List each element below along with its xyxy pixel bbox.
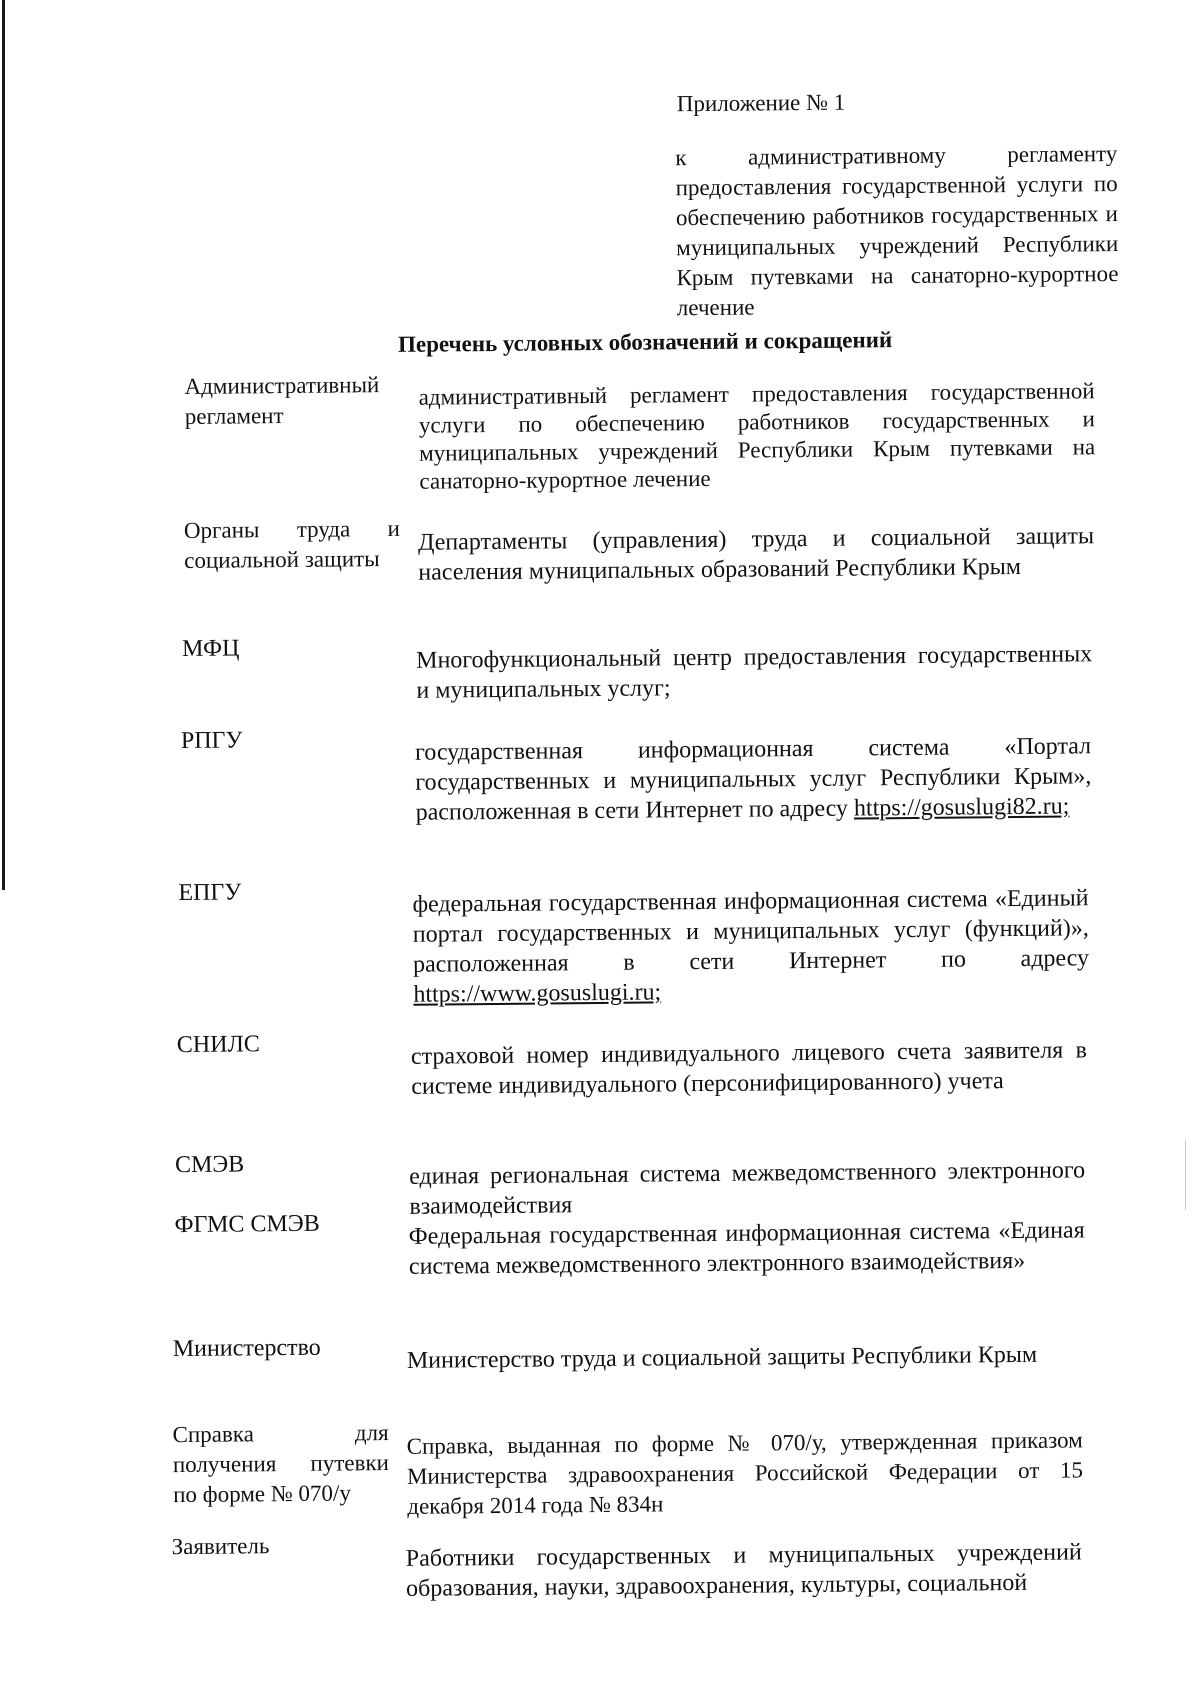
glossary-definition: [412, 883, 1089, 1009]
appendix-description: к административному регламенту предоставления государственной услуги по обеспечению работников государственных и муниципальных учреждений Республики Крым путевками на санаторно-курортное лечение: [675, 141, 1119, 321]
glossary-term: Органы труда и социальной защиты: [183, 515, 401, 573]
glossary-definition: Департаменты (управления) труда и социальной защиты населения муниципальных образований Республики Крым: [417, 523, 1095, 586]
glossary-definition: Министерство труда и социальной защиты Республики Крым: [406, 1341, 1038, 1374]
glossary-term: ЕПГУ: [178, 879, 242, 907]
glossary-definition: Работники государственных и муниципальных учреждений образования, науки, здравоохранения, культуры, социальной: [405, 1539, 1082, 1602]
glossary-definition: страховой номер индивидуального лицевого счета заявителя в системе индивидуального (персонифицированного) учета: [410, 1037, 1088, 1100]
epgu-portal-link[interactable]: https://www.gosuslugi.ru;: [413, 979, 662, 1008]
glossary-term: ФГМС СМЭВ: [174, 1210, 320, 1239]
glossary-term: СМЭВ: [174, 1151, 245, 1179]
glossary-term: Справка для получения путевки по форме № 070/у: [172, 1420, 389, 1508]
definition-text: федеральная государственная информационная система «Единый портал государственных и муниципальных услуг (функций)», расположенная в сети Интернет по адресу: [412, 885, 1090, 978]
appendix-title: Приложение № 1: [676, 89, 846, 117]
glossary-definition: единая региональная система межведомственного электронного взаимодействия: [409, 1157, 1086, 1220]
glossary-term: МФЦ: [181, 635, 240, 663]
glossary-term: РПГУ: [180, 727, 243, 755]
document-heading: Перечень условных обозначений и сокращений: [397, 327, 893, 357]
glossary-definition: Многофункциональный центр предоставления государственных и муниципальных услуг;: [416, 641, 1093, 704]
glossary-definition: [415, 731, 1092, 827]
glossary-definition: Федеральная государственная информационная система «Единая система межведомственного электронного взаимодействия»: [408, 1217, 1085, 1280]
rpgu-portal-link[interactable]: https://gosuslugi82.ru;: [853, 793, 1070, 822]
glossary-term: СНИЛС: [176, 1031, 260, 1059]
glossary-term: Заявитель: [171, 1533, 270, 1560]
glossary-term: Административный регламент: [184, 372, 380, 429]
glossary-definition: административный регламент предоставления государственной услуги по обеспечению работников государственных и муниципальных учреждений Республики Крым путевками на санаторно-курортное лечение: [418, 378, 1096, 494]
glossary-term: Министерство: [172, 1334, 321, 1363]
definition-text: государственная информационная система «Портал государственных и муниципальных услуг Республики Крым», расположенная в сети Интернет по адресу: [414, 733, 1092, 826]
glossary-definition: Справка, выданная по форме № 070/у, утвержденная приказом Министерства здравоохранения Российской Федерации от 15 декабря 2014 года № 834н: [406, 1427, 1084, 1519]
